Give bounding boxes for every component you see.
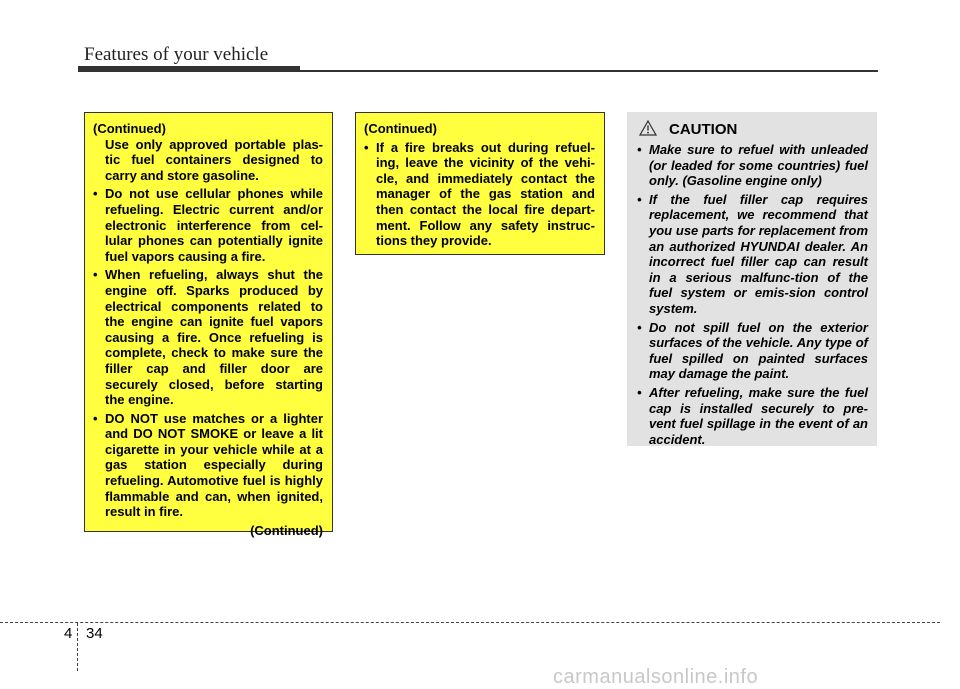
- caution-box: [627, 112, 877, 446]
- page-number: 34: [86, 625, 103, 642]
- footer-rule: [0, 622, 940, 623]
- list-item: • DO NOT use matches or a lighter and DO NOT SMOKE or leave a lit cigarette in your vehicle while at a gas station especially during refueling. Automotive fuel is highly flammable and can, when ignited, result in fire.: [93, 411, 323, 520]
- list-item: • Make sure to refuel with unleaded (or leaded for some countries) fuel only. (Gasoline engine only): [637, 142, 868, 189]
- warning-box-fire: [355, 112, 605, 255]
- warning-list: [364, 140, 595, 249]
- continued-label-bottom: (Continued): [250, 522, 323, 538]
- continued-label-top: (Continued): [93, 121, 166, 136]
- caution-list: [637, 142, 868, 447]
- header-rule-thin: [300, 70, 878, 72]
- warning-triangle-icon: [639, 120, 657, 140]
- warning-list: [93, 186, 323, 519]
- list-item: • After refueling, make sure the fuel cap is installed securely to pre-vent fuel spillage in the event of an accident.: [637, 385, 868, 447]
- list-item: • When refueling, always shut the engine off. Sparks produced by electrical components related to the engine can ignite fuel vapors causing a fire. Once refueling is complete, check to make sure the filler cap and filler door are securely closed, before starting the engine.: [93, 267, 323, 407]
- continued-label-top: (Continued): [364, 121, 437, 136]
- header-rule-thick: [78, 66, 300, 72]
- list-item: • If a fire breaks out during refuel-ing, leave the vicinity of the vehi-cle, and immediately contact the manager of the gas station and then contact the local fire depart-ment. Follow any safety instruc-tions they provide.: [364, 140, 595, 249]
- warning-box-continued: [84, 112, 333, 538]
- warning-intro-text: Use only approved portable plas-tic fuel containers designed to carry and store gasoline.: [105, 136, 323, 183]
- list-item: • Do not spill fuel on the exterior surfaces of the vehicle. Any type of fuel spilled on painted surfaces may damage the paint.: [637, 320, 868, 382]
- footer-divider: [77, 623, 78, 671]
- caution-header: [639, 120, 868, 140]
- list-item: • If the fuel filler cap requires replacement, we recommend that you use parts for replacement from an authorized HYUNDAI dealer. An incorrect fuel filler cap can result in a serious malfunc-tion of the fuel system or emis-sion control system.: [637, 192, 868, 317]
- list-item: • Do not use cellular phones while refueling. Electric current and/or electronic interference from cel-lular phones can potentially ignite fuel vapors causing a fire.: [93, 186, 323, 264]
- watermark-text: carmanualsonline.info: [553, 666, 759, 688]
- chapter-number: 4: [64, 625, 73, 642]
- page-header-title: Features of your vehicle: [84, 44, 269, 65]
- caution-title: CAUTION: [669, 121, 738, 139]
